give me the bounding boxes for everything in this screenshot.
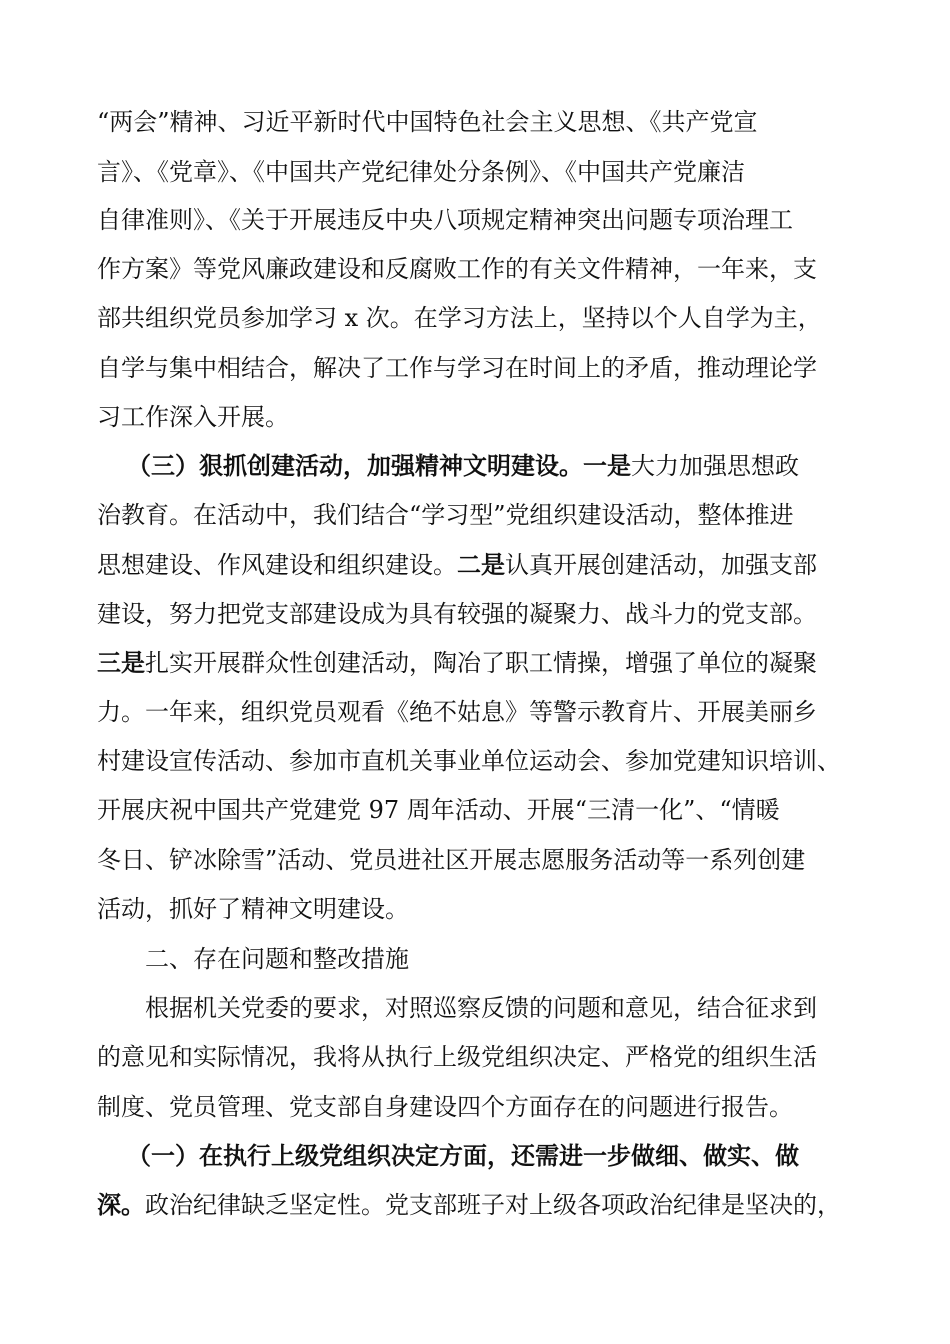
text-line-4: [97, 249, 950, 289]
text-segment: 制度、党员管理、党支部自身建设四个方面存在的问题进行报告。: [97, 1093, 793, 1121]
section-heading: 二、存在问题和整改措施: [145, 945, 409, 973]
text-segment: 根据机关党委的要求，对照巡察反馈的问题和意见，结合征求到: [145, 994, 817, 1022]
text-line-14: [97, 741, 950, 781]
text-line-15: [97, 790, 950, 830]
text-segment: 自学与集中相结合，解决了工作与学习在时间上的矛盾，推动理论学: [97, 354, 817, 382]
text-line-7: [97, 397, 950, 437]
text-segment: 大力加强思想政: [631, 452, 799, 480]
text-segment: 活动，抓好了精神文明建设。: [97, 895, 409, 923]
text-segment: 自律准则》、《关于开展违反中央八项规定精神突出问题专项治理工: [97, 206, 793, 234]
text-segment: 言》、《党章》、《中国共产党纪律处分条例》、《中国共产党廉洁: [97, 158, 745, 186]
text-line-20: [97, 1037, 950, 1077]
text-line-12: [97, 643, 950, 683]
text-segment: 村建设宣传活动、参加市直机关事业单位运动会、参加党建知识培训、: [97, 747, 841, 775]
text-segment: 扎实开展群众性创建活动，陶冶了职工情操，增强了单位的凝聚: [145, 649, 817, 677]
text-segment: 习工作深入开展。: [97, 403, 289, 431]
emphasis-text: 二是: [457, 550, 505, 579]
text-line-1: [97, 102, 950, 142]
text-line-8: [127, 446, 950, 486]
text-line-3: [97, 200, 950, 240]
text-segment: 思想建设、作风建设和组织建设。: [97, 551, 457, 579]
text-segment: 认真开展创建活动，加强支部: [505, 551, 817, 579]
section-heading: （三）狠抓创建活动，加强精神文明建设。一是: [127, 451, 631, 480]
emphasis-text: 深。: [97, 1190, 145, 1219]
text-line-6: [97, 348, 950, 388]
emphasis-text: 三是: [97, 648, 145, 677]
text-segment: 部共组织党员参加学习 x 次。在学习方法上，坚持以个人自学为主，: [97, 304, 822, 332]
text-line-13: [97, 692, 950, 732]
text-segment: 治教育。在活动中，我们结合“学习型”党组织建设活动，整体推进: [97, 501, 794, 529]
text-line-5: [97, 298, 950, 338]
text-line-19: [145, 988, 950, 1028]
text-line-21: [97, 1087, 950, 1127]
text-line-16: [97, 840, 950, 880]
text-line-9: [97, 495, 950, 535]
text-segment: 建设，努力把党支部建设成为具有较强的凝聚力、战斗力的党支部。: [97, 600, 817, 628]
text-segment: 的意见和实际情况，我将从执行上级党组织决定、严格党的组织生活: [97, 1043, 817, 1071]
text-line-2: [97, 152, 950, 192]
text-line-23: [97, 1185, 950, 1225]
text-segment: 政治纪律缺乏坚定性。党支部班子对上级各项政治纪律是坚决的，: [145, 1191, 841, 1219]
text-line-11: [97, 594, 950, 634]
text-line-18: [145, 939, 950, 979]
text-line-22: [127, 1136, 950, 1176]
text-line-17: [97, 889, 950, 929]
text-line-10: [97, 545, 950, 585]
text-segment: “两会”精神、习近平新时代中国特色社会主义思想、《共产党宣: [97, 108, 758, 136]
text-segment: 开展庆祝中国共产党建党 97 周年活动、开展“三清一化”、“情暖: [97, 796, 780, 824]
text-segment: 冬日、铲冰除雪”活动、党员进社区开展志愿服务活动等一系列创建: [97, 846, 806, 874]
text-segment: 作方案》等党风廉政建设和反腐败工作的有关文件精神，一年来，支: [97, 255, 817, 283]
section-heading: （一）在执行上级党组织决定方面，还需进一步做细、做实、做: [127, 1141, 799, 1170]
text-segment: 力。一年来，组织党员观看《绝不姑息》等警示教育片、开展美丽乡: [97, 698, 817, 726]
